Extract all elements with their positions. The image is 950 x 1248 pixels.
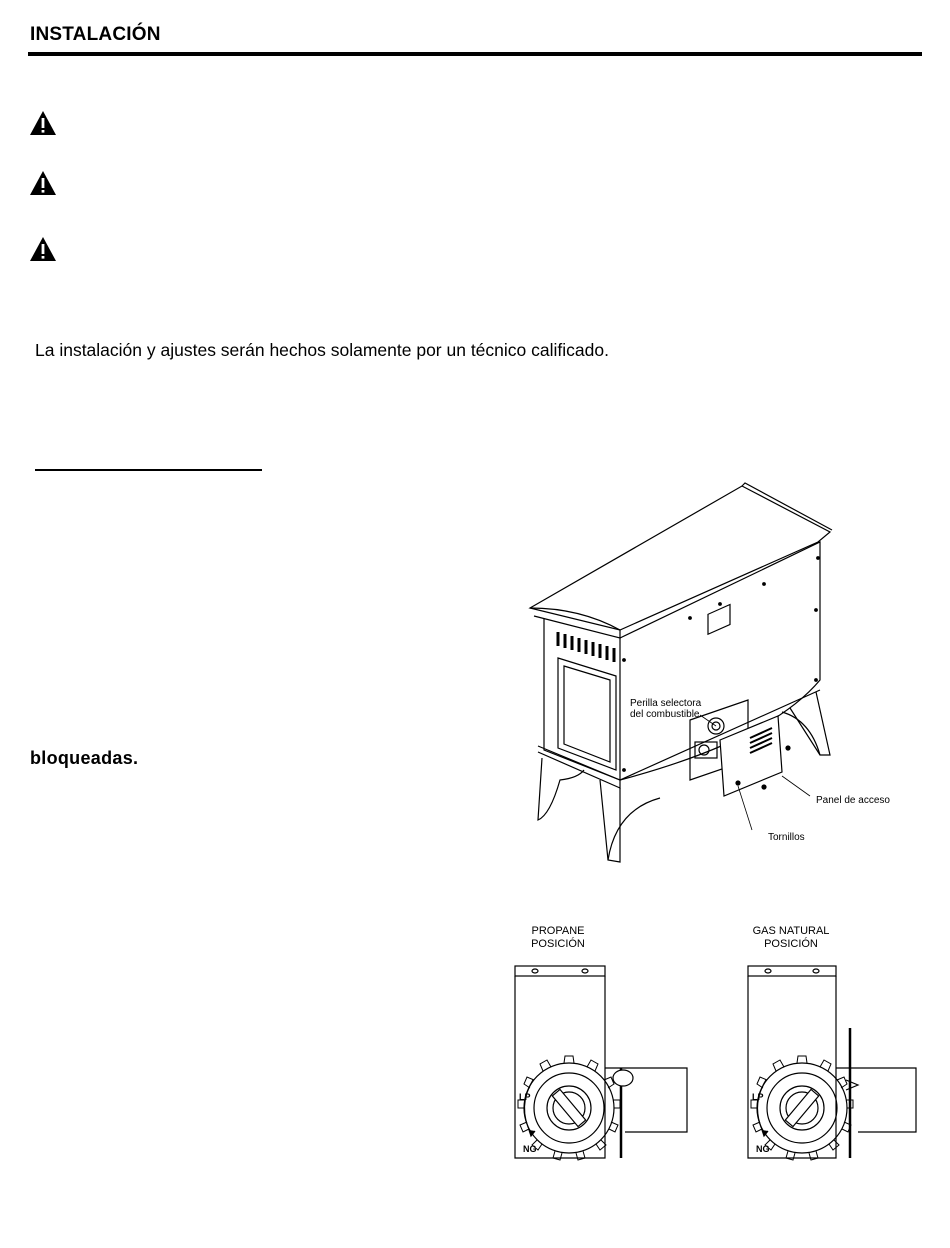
propane-title-line1: PROPANE <box>531 925 585 937</box>
lp-label: LP <box>752 1092 764 1102</box>
propane-position-diagram <box>495 920 705 1185</box>
warning-triangle-icon <box>29 110 57 136</box>
warning-triangle-icon <box>29 236 57 262</box>
header-rule <box>28 52 922 56</box>
vent-slots <box>558 632 614 662</box>
section-underline <box>35 469 262 471</box>
qualified-technician-note: La instalación y ajustes serán hechos solamente por un técnico calificado. <box>35 340 609 360</box>
label-selector-line2: del combustible <box>630 709 700 720</box>
warning-triangle-icon <box>29 170 57 196</box>
lp-label: LP <box>519 1092 531 1102</box>
natural-gas-position-diagram <box>730 920 940 1185</box>
ng-label: NG <box>756 1144 770 1154</box>
natural-gas-title-line2: POSICIÓN <box>764 938 818 950</box>
label-screws: Tornillos <box>768 832 805 843</box>
page-title: INSTALACIÓN <box>30 24 161 45</box>
natural-gas-title-line1: GAS NATURAL <box>752 925 830 937</box>
bold-word: bloqueadas. <box>30 748 139 768</box>
ng-label: NG <box>523 1144 537 1154</box>
label-access-panel: Panel de acceso <box>816 795 890 806</box>
propane-title-line2: POSICIÓN <box>531 938 585 950</box>
label-selector-line1: Perilla selectora <box>630 698 702 709</box>
stove-access-panel-figure <box>520 480 900 870</box>
